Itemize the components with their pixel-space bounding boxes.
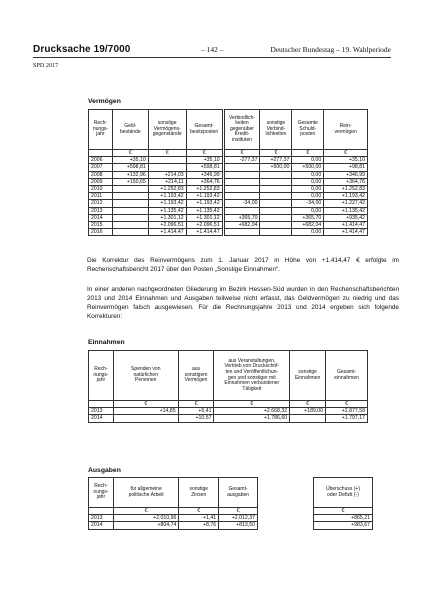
cell-gesamtbesitzposten: +1.252,83 [186,186,222,193]
cell-gesamte-schuldposten: +682,04 [292,222,324,229]
cell-sonstige-verbindlichkeiten [260,207,292,214]
cell-sonstige-zinsen: +1,41 [179,515,219,522]
cell-sonstiges-vermoegen: +5,41 [178,408,214,415]
vermoegen-table [88,109,368,236]
col-reinvermoegen: Rein- vermögen [324,110,368,150]
cell-reinvermoegen: +35,10 [324,157,368,164]
unit-row: € € € € € € € [89,150,368,157]
cell-jahr: 2013 [89,515,114,522]
table-row [89,515,258,522]
cell-jahr: 2008 [89,171,113,178]
cell-reinvermoegen: +1.414,47 [324,222,368,229]
party-label: SPD 2017 [33,62,59,69]
cell-gesamte-schuldposten: +365,70 [292,214,324,221]
col-rechnungsjahr: Rech- nungs- jahr [89,351,114,401]
cell-sonstige-verbindlichkeiten: +500,00 [260,164,292,171]
cell-gesamteinnahmen: +2.877,58 [326,408,368,415]
cell-verbindlichkeiten-kredit: -34,00 [224,200,260,207]
vermoegen-heading: Vermögen [88,98,121,105]
table-row [89,171,368,178]
table-row [89,164,368,171]
ausgaben-table [88,477,258,530]
cell-jahr: 2014 [89,214,113,221]
cell-sonstiges-vermoegen: +10,57 [178,415,214,422]
cell-geldbestaende [112,222,148,229]
table-row [89,415,368,422]
cell-sonstige-vermoegensgegenstaende: +1.135,42 [148,207,186,214]
unit-row: € € € [89,508,258,515]
cell-gesamtbesitzposten: +1.135,42 [186,207,222,214]
cell-jahr: 2016 [89,229,113,236]
cell-sonstige-verbindlichkeiten [260,186,292,193]
col-gesamteinnahmen: Gesamt- einnahmen [326,351,368,401]
cell-politische-arbeit: +2.010,96 [113,515,178,522]
col-sonstige-vermoegensgegenstaende: sonstige Vermögens- gegenstände [148,110,186,150]
col-verbindlichkeiten-kreditinstitute: Verbindlich- keiten gegenüber Kredit- instituten [224,110,260,150]
cell-sonstige-verbindlichkeiten [260,178,292,185]
document-number: Drucksache 19/7000 [33,44,131,55]
cell-geldbestaende [112,207,148,214]
cell-gesamte-schuldposten: 0,00 [292,186,324,193]
cell-jahr: 2012 [89,200,113,207]
cell-verbindlichkeiten-kredit [224,171,260,178]
table-row [89,178,368,185]
hessen-sued-paragraph: In einer anderen nachgeordneten Gliederung im Bezirk Hessen-Süd wurden in den Rechenschaftsberichten 2013 und 2014 Einnahmen und Ausgaben teilweise nicht erfasst, das Geldvermögen zu niedrig und das Reinvermögen falsch ausgewiesen. Für die Rechnungsjahre 2013 und 2014 ergeben sich folgende Korrekturen: [87,286,399,320]
table-row [89,522,258,529]
table-row [89,157,368,164]
unit-row: € € € € € [89,401,368,408]
col-gesamtausgaben: Gesamt- ausgaben [219,478,258,508]
cell-gesamtausgaben: +813,50 [219,522,258,529]
cell-sonstige-einnahmen: +189,00 [290,408,326,415]
cell-ueberschuss: +865,21 [314,515,373,522]
cell-reinvermoegen: +1.193,42 [324,193,368,200]
cell-sonstige-vermoegensgegenstaende: +214,03 [148,171,186,178]
col-allgemeine-politische-arbeit: für allgemeine politische Arbeit [113,478,178,508]
cell-gesamtbesitzposten: +598,81 [186,164,222,171]
cell-sonstige-vermoegensgegenstaende: +1.193,42 [148,193,186,200]
cell-jahr: 2006 [89,157,113,164]
cell-sonstige-vermoegensgegenstaende: +2.096,51 [148,222,186,229]
cell-spenden: +14,85 [113,408,178,415]
cell-geldbestaende [112,229,148,236]
col-rechnungsjahr: Rech- nungs- jahr [89,110,113,150]
table-row [89,229,368,236]
col-rechnungsjahr: Rech- nungs- jahr [89,478,114,508]
cell-gesamtbesitzposten: +1.414,47 [186,229,222,236]
cell-verbindlichkeiten-kredit [224,193,260,200]
cell-gesamtbesitzposten: +1.193,42 [186,200,222,207]
cell-gesamtbesitzposten: +364,76 [186,178,222,185]
cell-reinvermoegen: +98,81 [324,164,368,171]
cell-jahr: 2014 [89,415,114,422]
cell-gesamte-schuldposten: +500,00 [292,164,324,171]
cell-jahr: 2009 [89,178,113,185]
cell-geldbestaende [112,193,148,200]
cell-sonstige-vermoegensgegenstaende: +1.414,47 [148,229,186,236]
cell-gesamte-schuldposten: 0,00 [292,207,324,214]
cell-gesamte-schuldposten: 0,00 [292,157,324,164]
cell-geldbestaende: +132,96 [112,171,148,178]
cell-politische-arbeit: +804,74 [113,522,178,529]
cell-sonstige-verbindlichkeiten [260,222,292,229]
cell-geldbestaende: +150,65 [112,178,148,185]
table-row [89,193,368,200]
cell-reinvermoegen: +346,99 [324,171,368,178]
cell-gesamtausgaben: +2.012,37 [219,515,258,522]
unit-row: € [314,508,373,515]
cell-verbindlichkeiten-kredit [224,207,260,214]
cell-verbindlichkeiten-kredit: -277,37 [224,157,260,164]
cell-sonstige-verbindlichkeiten [260,200,292,207]
cell-geldbestaende [112,214,148,221]
cell-jahr: 2013 [89,207,113,214]
ueberschuss-table [313,477,373,530]
col-sonstiges-vermoegen: aus sonstigem Vermögen [178,351,214,401]
cell-geldbestaende: +598,81 [112,164,148,171]
cell-sonstige-vermoegensgegenstaende: +214,11 [148,178,186,185]
table-row [89,214,368,221]
cell-spenden [113,415,178,422]
cell-gesamtbesitzposten: +1.301,12 [186,214,222,221]
cell-sonstige-vermoegensgegenstaende: +1.301,12 [148,214,186,221]
cell-gesamte-schuldposten: 0,00 [292,171,324,178]
table-row [89,200,368,207]
cell-sonstige-verbindlichkeiten [260,193,292,200]
ausgaben-heading: Ausgaben [88,467,121,474]
cell-ueberschuss: +983,67 [314,522,373,529]
col-sonstige-zinsen: sonstige Zinsen [179,478,219,508]
cell-sonstige-vermoegensgegenstaende: +1.193,42 [148,200,186,207]
cell-gesamte-schuldposten: 0,00 [292,193,324,200]
cell-jahr: 2014 [89,522,114,529]
cell-sonstige-verbindlichkeiten [260,214,292,221]
cell-veranstaltungen: +2.668,32 [214,408,290,415]
cell-gesamte-schuldposten: -34,00 [292,200,324,207]
einnahmen-table [88,350,368,423]
col-ueberschuss-defizit: Überschuss (+) oder Defizit (-) [314,478,373,508]
cell-verbindlichkeiten-kredit: +365,70 [224,214,260,221]
table-row [89,186,368,193]
table-row [89,207,368,214]
table-row [314,522,373,529]
col-geldbestaende: Geld- bestände [112,110,148,150]
cell-verbindlichkeiten-kredit [224,178,260,185]
cell-jahr: 2015 [89,222,113,229]
correction-paragraph: Die Korrektur des Reinvermögens zum 1. Januar 2017 in Höhe von +1.414,47 € erfolgte im Rechenschaftsbericht 2017 über den Posten „Sonstige Einnahmen“. [87,257,399,273]
cell-verbindlichkeiten-kredit [224,186,260,193]
page-header [33,43,391,58]
cell-gesamteinnahmen: +1.797,17 [326,415,368,422]
cell-reinvermoegen: +364,76 [324,178,368,185]
col-spenden-natuerliche-personen: Spenden von natürlichen Personen [113,351,178,401]
einnahmen-heading: Einnahmen [88,339,125,346]
cell-jahr: 2007 [89,164,113,171]
cell-jahr: 2013 [89,408,114,415]
page-number: – 142 – [201,45,224,54]
cell-verbindlichkeiten-kredit [224,229,260,236]
cell-sonstige-vermoegensgegenstaende: +1.252,83 [148,186,186,193]
cell-sonstige-verbindlichkeiten [260,229,292,236]
cell-sonstige-vermoegensgegenstaende [148,164,186,171]
col-gesamte-schuldposten: Gesamte Schuld- posten [292,110,324,150]
cell-verbindlichkeiten-kredit: +682,04 [224,222,260,229]
cell-jahr: 2011 [89,193,113,200]
cell-sonstige-vermoegensgegenstaende [148,157,186,164]
table-row [314,515,373,522]
cell-geldbestaende: +35,10 [112,157,148,164]
cell-geldbestaende [112,186,148,193]
cell-reinvermoegen: +1.227,42 [324,200,368,207]
col-gesamtbesitzposten: Gesamt- besitzposten [186,110,222,150]
cell-sonstige-verbindlichkeiten [260,171,292,178]
cell-veranstaltungen: +1.786,60 [214,415,290,422]
cell-sonstige-zinsen: +8,76 [179,522,219,529]
cell-sonstige-einnahmen [290,415,326,422]
cell-gesamtbesitzposten: +35,10 [186,157,222,164]
col-sonstige-einnahmen: sonstige Einnahmen [290,351,326,401]
cell-reinvermoegen: +1.414,47 [324,229,368,236]
cell-reinvermoegen: +1.135,42 [324,207,368,214]
cell-gesamtbesitzposten: +2.096,51 [186,222,222,229]
cell-gesamte-schuldposten: 0,00 [292,178,324,185]
cell-reinvermoegen: +1.252,83 [324,186,368,193]
parliament-title: Deutscher Bundestag – 19. Wahlperiode [270,45,391,54]
table-row [89,222,368,229]
cell-verbindlichkeiten-kredit [224,164,260,171]
col-sonstige-verbindlichkeiten: sonstige Verbind- lichkeiten [260,110,292,150]
cell-jahr: 2010 [89,186,113,193]
cell-reinvermoegen: +935,42 [324,214,368,221]
cell-gesamtbesitzposten: +1.193,42 [186,193,222,200]
table-row [89,408,368,415]
cell-geldbestaende [112,200,148,207]
cell-gesamte-schuldposten: 0,00 [292,229,324,236]
col-veranstaltungen: aus Veranstaltungen, Vertrieb von Druckschrif- ten und Veröffentlichun- gen und sonstiger mit Einnahmen verbundener Tätigkeit [214,351,290,401]
cell-gesamtbesitzposten: +346,99 [186,171,222,178]
cell-sonstige-verbindlichkeiten: +277,37 [260,157,292,164]
